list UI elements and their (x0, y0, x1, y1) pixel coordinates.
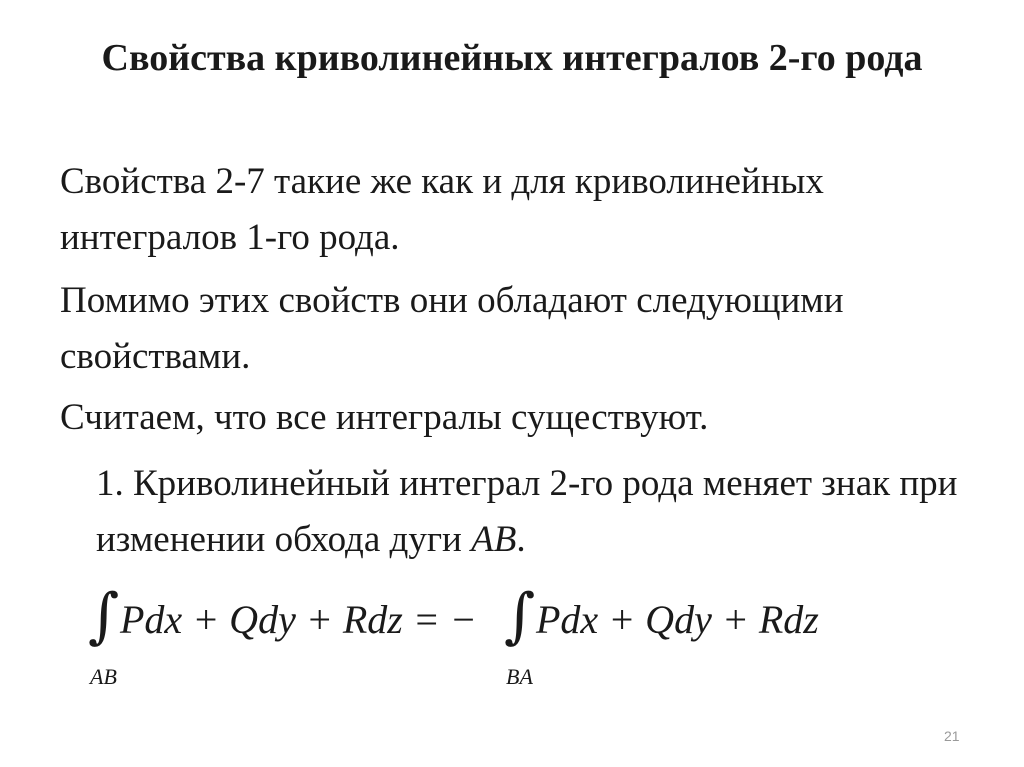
integral-limit-left: AB (90, 664, 117, 689)
slide-title: Свойства криволинейных интегралов 2-го рода (101, 37, 923, 79)
paragraph-property-1 (60, 456, 1024, 568)
paragraph-properties-same: Свойства 2-7 такие же как и для криволинейных интегралов 1-го рода. (60, 161, 824, 258)
integral-limit-right: BA (506, 664, 533, 689)
paragraph-assumption: Считаем, что все интегралы существуют. (60, 397, 709, 438)
property-1-text: 1. Криволинейный интеграл 2-го рода меняет знак при изменении обхода дуги (96, 463, 958, 560)
arc-label: AB (471, 519, 517, 560)
property-1-period: . (516, 519, 526, 560)
formula-right-expression: Pdx + Qdy + Rdz (536, 597, 819, 642)
paragraph-additional-properties: Помимо этих свойств они обладают следующими свойствами. (60, 280, 844, 377)
integral-formula (88, 582, 908, 692)
integral-sign-right: ∫ (504, 581, 536, 651)
slide-number: 21 (944, 728, 960, 744)
integral-sign-left: ∫ (88, 581, 120, 651)
formula-left-expression: Pdx + Qdy + Rdz = − (120, 597, 477, 642)
